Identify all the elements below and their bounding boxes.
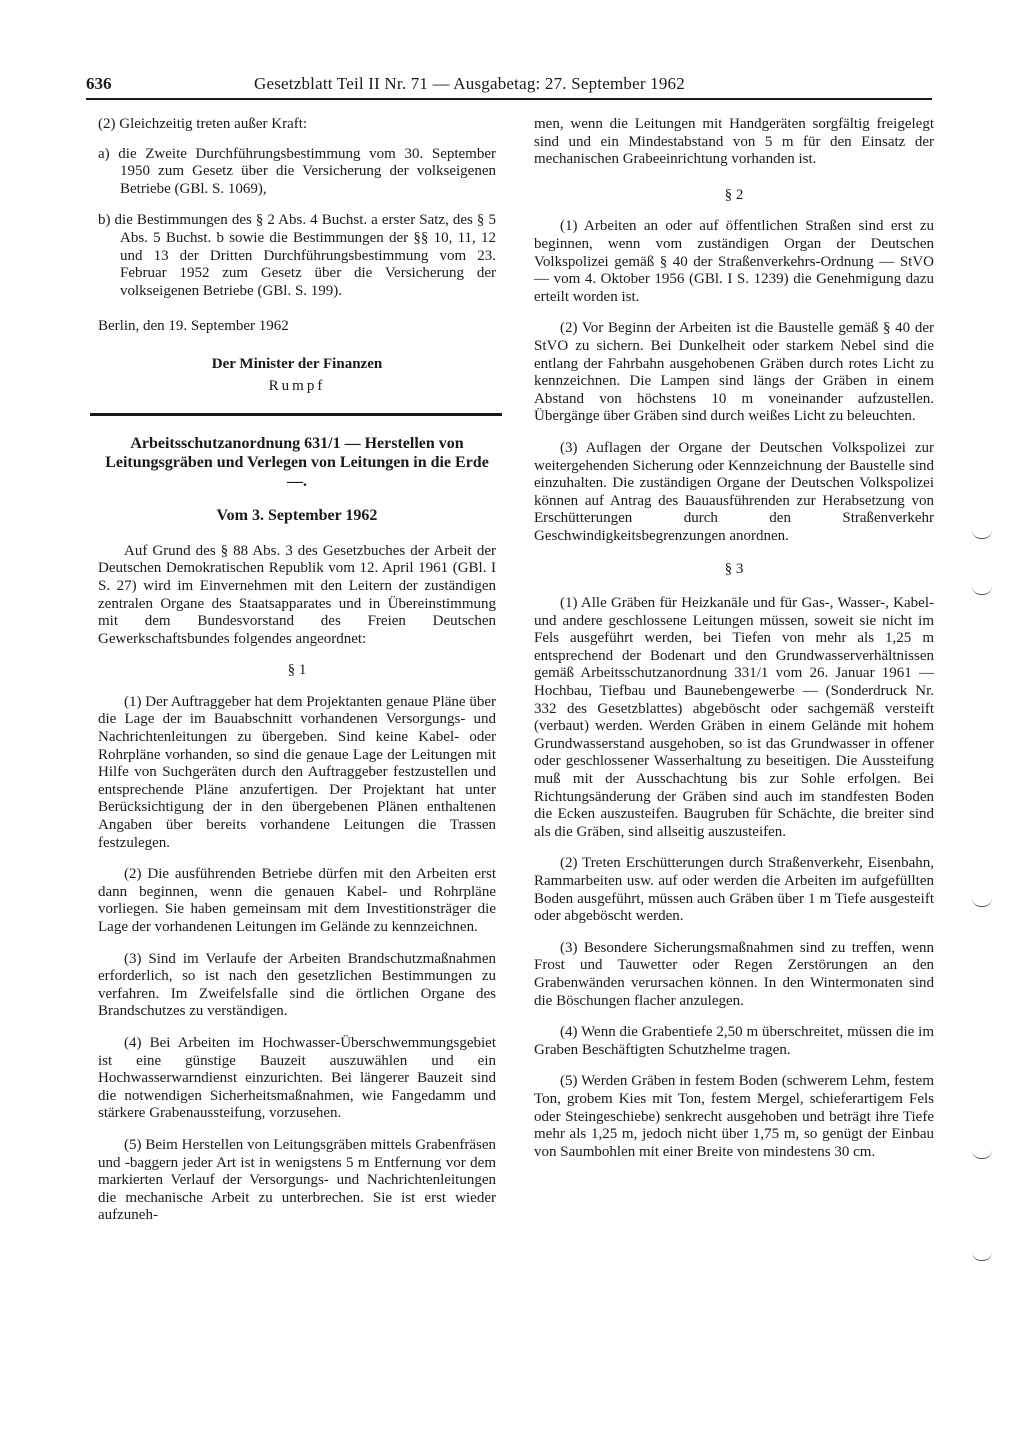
- section-1-paragraph-1: (1) Der Auftraggeber hat dem Projektanten genaue Pläne über die Lage der im Bauabschnitt vorhandenen Versorgungs- und Nachrichtenleitungen zu übergeben. Sind keine Kabel- oder Rohrpläne vorhanden, so sind die genaue Lage der Leitungen mit Hilfe von Suchgeräten durch den Auftraggeber festzustellen und entsprechende Pläne anzufertigen. Der Projektant hat unter Berücksichtigung der in den übergebenen Plänen enthaltenen Angaben über bereits vorhandene Leitungen die Trassen festzulegen.: [98, 693, 496, 851]
- place-date: Berlin, den 19. September 1962: [98, 318, 289, 335]
- section-1-paragraph-5: (5) Beim Herstellen von Leitungsgräben mittels Grabenfräsen und -baggern jeder Art ist in wenigstens 5 m Entfernung vor dem markierten Verlauf der Versorgungs- und Nachrichtenleitungen die mechanische Arbeit zu unterbrechen. Sie ist erst wieder aufzuneh-: [98, 1136, 496, 1224]
- repeal-intro: (2) Gleichzeitig treten außer Kraft:: [98, 116, 308, 132]
- section-3-paragraph-3: (3) Besondere Sicherungsmaßnahmen sind zu treffen, wenn Frost und Tauwetter oder Regen Zerstörungen an den Grabenwänden verursachen können. In den Wintermonaten sind die Böschungen flacher anzulegen.: [534, 939, 934, 1009]
- section-2-paragraph-2: (2) Vor Beginn der Arbeiten ist die Baustelle gemäß § 40 der StVO zu sichern. Bei Dunkelheit oder starkem Nebel sind die entlang der Fahrbahn ausgehobenen Gräben durch rotes Licht zu kennzeichnen. Die Lampen sind längs der Gräben in einem Abstand von höchstens 10 m voneinander aufzustellen. Übergänge über Gräben sind durch weißes Licht zu beleuchten.: [534, 320, 934, 425]
- ordinance-date: Vom 3. September 1962: [216, 507, 378, 525]
- page-header: [86, 72, 932, 100]
- section-3-heading: § 3: [724, 561, 744, 578]
- section-2-heading: § 2: [724, 186, 744, 203]
- minister-title: Der Minister der Finanzen: [211, 355, 383, 372]
- page-number: 636: [86, 74, 112, 93]
- minister-signature: Rumpf: [268, 377, 326, 394]
- left-column: [98, 116, 496, 1225]
- running-title: Gesetzblatt Teil II Nr. 71 — Ausgabetag: 27. September 1962: [254, 74, 685, 93]
- repeal-item-a: a) die Zweite Durchführungsbestimmung vom 30. September 1950 zum Gesetz über die Versicherung der volkseigenen Betriebe (GBl. S. 1069),: [98, 145, 496, 197]
- section-3-paragraph-4: (4) Wenn die Grabentiefe 2,50 m überschreitet, müssen die im Graben Beschäftigten Schutzhelme tragen.: [534, 1024, 934, 1058]
- section-3-paragraph-5: (5) Werden Gräben in festem Boden (schwerem Lehm, festem Ton, grobem Kies mit Ton, festem Mergel, schieferartigem Fels oder Steingeschiebe) senkrecht ausgehoben und beträgt ihre Tiefe mehr als 1,25 m, jedoch nicht über 1,75 m, so genügt der Einbau von Saumbohlen mit einer Breite von mindestens 30 cm.: [534, 1073, 934, 1160]
- ordinance-title: Arbeitsschutzanordnung 631/1 — Herstellen von Leitungsgräben und Verlegen von Leitungen in die Erde —.: [105, 435, 489, 491]
- section-2-paragraph-3: (3) Auflagen der Organe der Deutschen Volkspolizei zur weitergehenden Sicherung oder Kennzeichnung der Baustelle sind einzuhalten. Die zuständigen Organe der Deutschen Volkspolizei können auf Antrag des Bauausführenden zur Herabsetzung von Erschütterungen durch den Straßenverkehr Geschwindigkeitsbegrenzungen anordnen.: [534, 439, 934, 544]
- margin-mark: [972, 898, 992, 907]
- repeal-item-b: b) die Bestimmungen des § 2 Abs. 4 Buchst. a erster Satz, des § 5 Abs. 5 Buchst. b sowie die Bestimmungen der §§ 10, 11, 12 und 13 der Dritten Durchführungsbestimmung vom 23. Februar 1952 zum Gesetz über die Versicherung der volkseigenen Betriebe (GBl. S. 199).: [98, 212, 496, 299]
- margin-mark: [972, 1150, 992, 1159]
- section-1-continuation: men, wenn die Leitungen mit Handgeräten sorgfältig freigelegt sind und ein Mindestabstand von 5 m für den Einsatz der mechanischen Grabeeinrichtung vorhanden ist.: [534, 116, 934, 168]
- section-2-paragraph-1: (1) Arbeiten an oder auf öffentlichen Straßen sind erst zu beginnen, wenn vom zuständigen Organ der Deutschen Volkspolizei gemäß § 40 der Straßenverkehrs-Ordnung — StVO — vom 4. Oktober 1956 (GBl. I S. 1239) die Genehmigung dazu erteilt worden ist.: [534, 218, 934, 305]
- preamble: Auf Grund des § 88 Abs. 3 des Gesetzbuches der Arbeit der Deutschen Demokratischen Republik vom 12. April 1961 (GBl. I S. 27) wird im Einvernehmen mit den Leitern der zuständigen zentralen Organe des Staatsapparates und in Übereinstimmung mit dem Bundesvorstand des Freien Deutschen Gewerkschaftsbundes folgendes angeordnet:: [98, 542, 496, 647]
- right-column: [534, 116, 934, 1161]
- section-divider: [90, 413, 502, 416]
- section-1-paragraph-4: (4) Bei Arbeiten im Hochwasser-Überschwemmungsgebiet ist eine günstige Bauzeit auszuwählen und ein Hochwasserwarndienst einzurichten. Bei längerer Bauzeit sind die notwendigen Sicherheitsmaßnahmen, wie Fangedamm und stärkere Grabenaussteifung, vorzusehen.: [98, 1034, 496, 1122]
- section-3-paragraph-1: (1) Alle Gräben für Heizkanäle und für Gas-, Wasser-, Kabel- und andere geschlossene Leitungen müssen, soweit sie nicht im Fels ausgeführt werden, bei Tiefen von mehr als 1,25 m entsprechend der Bodenart und den Grundwasserverhältnissen gemäß Arbeitsschutzanordnung 331/1 vom 26. Januar 1961 — Hochbau, Tiefbau und Baunebengewerbe — (Sonderdruck Nr. 332 des Gesetzblattes) abgeböscht oder sachgemäß versteift (verbaut) werden. Werden Gräben in einem Gelände mit hohem Grundwasserstand ausgehoben, so ist das Grundwasser in offener oder geschlossener Wasserhaltung zu beseitigen. Die Aussteifung muß mit der Ausschachtung bis zur Sohle erfolgen. Bei Richtungsänderung der Gräben sind auch im standfesten Boden die Ecken auszusteifen. Baugruben für Schächte, die breiter sind als die Gräben, sind allseitig auszusteifen.: [534, 595, 934, 840]
- section-1-paragraph-3: (3) Sind im Verlaufe der Arbeiten Brandschutzmaßnahmen erforderlich, so ist nach den gesetzlichen Bestimmungen zu verfahren. Im Zweifelsfalle sind die örtlichen Organe des Brandschutzes zu verständigen.: [98, 950, 496, 1020]
- margin-mark: [972, 530, 992, 539]
- section-1-paragraph-2: (2) Die ausführenden Betriebe dürfen mit den Arbeiten erst dann beginnen, wenn die genauen Kabel- und Rohrpläne vorliegen. Sie haben gemeinsam mit dem Investitionsträger die Lage der vorhandenen Leitungen im Gelände zu kennzeichnen.: [98, 866, 496, 935]
- margin-mark: [972, 586, 992, 595]
- margin-mark: [972, 1252, 992, 1261]
- section-1-heading: § 1: [287, 662, 307, 679]
- section-3-paragraph-2: (2) Treten Erschütterungen durch Straßenverkehr, Eisenbahn, Rammarbeiten usw. auf oder werden die Arbeiten im aufgefüllten Boden ausgeführt, müssen auch Gräben über 1 m Tiefe ausgesteift oder abgeböscht werden.: [534, 855, 934, 925]
